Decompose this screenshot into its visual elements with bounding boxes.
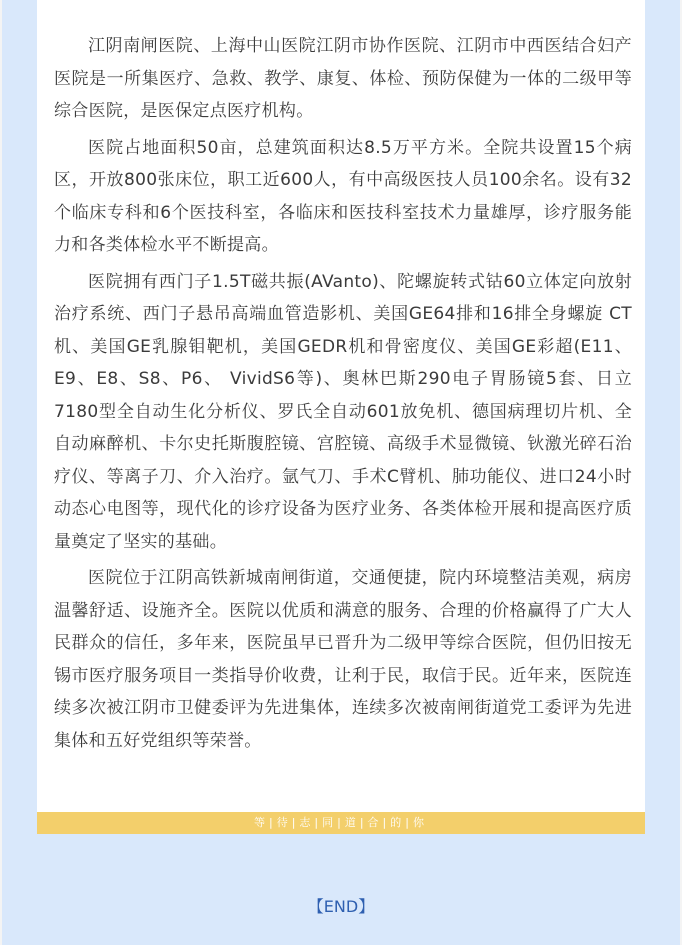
paragraph-location: 医院位于江阴高铁新城南闸街道，交通便捷，院内环境整洁美观，病房温馨舒适、设施齐全。医院以优质和满意的服务、合理的价格赢得了广大人民群众的信任，多年来，医院虽早已晋升为二级甲等综合医院，但仍旧按无锡市医疗服务项目一类指导价收费，让利于民，取信于民。近年来，医院连续多次被江阴市卫健委评为先进集体，连续多次被南闸街道党工委评为先进集体和五好党组织等荣誉。 [54,568,632,751]
paragraph-equipment: 医院拥有西门子1.5T磁共振(AVanto)、陀螺旋转式钴60立体定向放射治疗系统、西门子悬吊高端血管造影机、美国GE64排和16排全身螺旋 CT机、美国GE乳腺钼靶机，美国GEDR机和骨密度仪、美国GE彩超(E11、E9、E8、S8、P6、 VividS6等)、奥林巴斯290电子胃肠镜5套、日立7180型全自动生化分析仪、罗氏全自动601放免机、德国病理切片机、全自动麻醉机、卡尔史托斯腹腔镜、宫腔镜、高级手术显微镜、钬激光碎石治疗仪、等离子刀、介入治疗。氩气刀、手术C臂机、肺功能仪、进口24小时动态心电图等，现代化的诊疗设备为医疗业务、各类体检开展和提高医疗质量奠定了坚实的基础。 [54,271,632,552]
recruit-banner: 等|待|志|同|道|合|的|你 [37,812,645,834]
article-body [54,30,632,761]
end-marker: 【END】 [307,897,375,916]
paragraph-intro: 江阴南闸医院、上海中山医院江阴市协作医院、江阴市中西医结合妇产医院是一所集医疗、急救、教学、康复、体检、预防保健为一体的二级甲等综合医院，是医保定点医疗机构。 [54,36,632,121]
paragraph-scale: 医院占地面积50亩，总建筑面积达8.5万平方米。全院共设置15个病区，开放800张床位，职工近600人，有中高级医技人员100余名。设有32个临床专科和6个医技科室，各临床和医技科室技术力量雄厚，诊疗服务能力和各类体检水平不断提高。 [54,137,632,255]
